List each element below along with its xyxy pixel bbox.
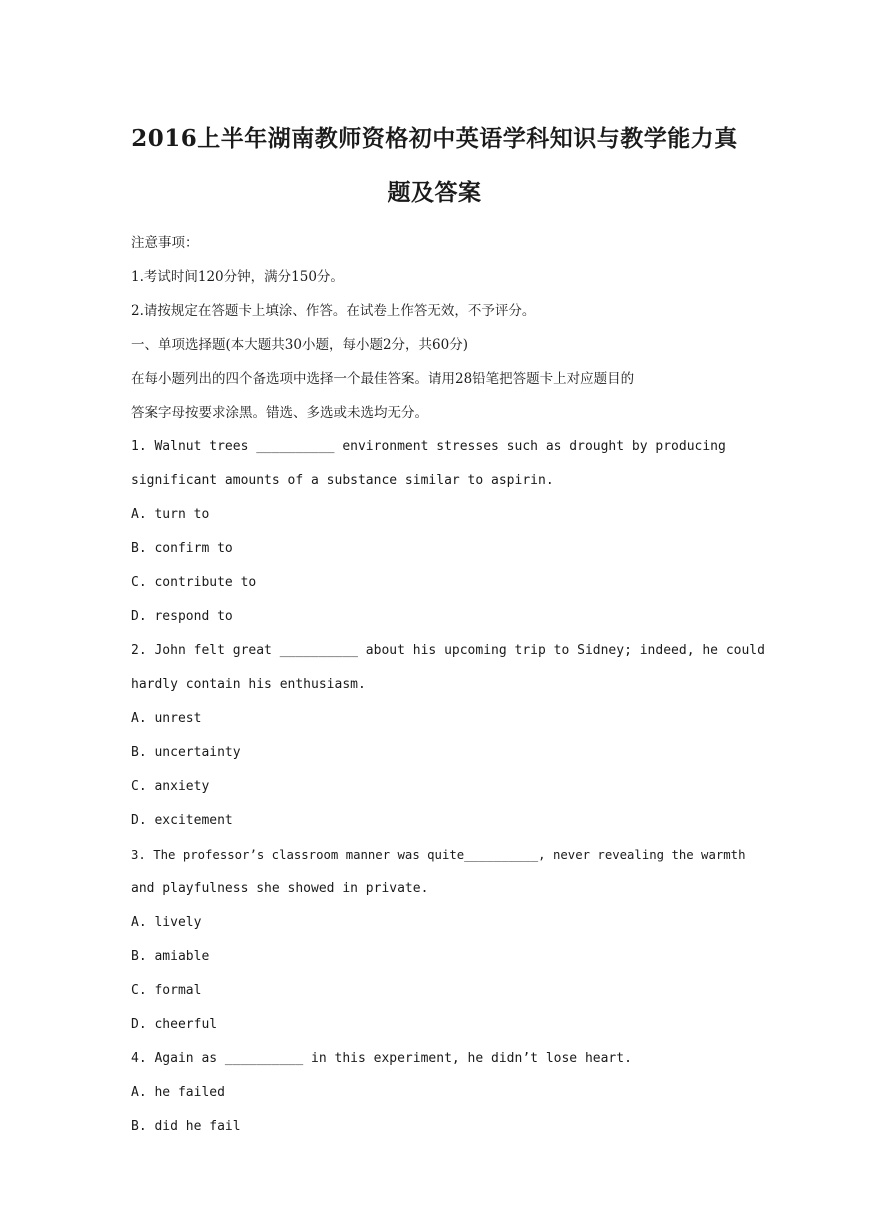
note-item: 2.请按规定在答题卡上填涂、作答。在试卷上作答无效，不予评分。 — [131, 303, 536, 319]
answer-option: D. excitement — [131, 813, 233, 828]
answer-option: B. did he fail — [131, 1119, 241, 1134]
answer-option: D. cheerful — [131, 1017, 218, 1032]
answer-option: B. uncertainty — [131, 745, 241, 760]
answer-option: C. contribute to — [131, 575, 257, 590]
answer-option: C. formal — [131, 983, 202, 998]
answer-option: A. turn to — [131, 507, 210, 522]
question-4 — [131, 1042, 738, 1144]
question-stem-continued: significant amounts of a substance similar to aspirin. — [131, 473, 554, 488]
answer-option: A. lively — [131, 915, 202, 930]
question-3 — [131, 838, 746, 1042]
question-stem-continued: and playfulness she showed in private. — [131, 881, 429, 896]
instruction-line: 答案字母按要求涂黑。错选、多选或未选均无分。 — [131, 405, 428, 421]
document-body — [131, 226, 765, 1144]
answer-option: A. he failed — [131, 1085, 225, 1100]
answer-option: D. respond to — [131, 609, 233, 624]
title-line-2: 题及答案 — [387, 179, 482, 206]
question-1 — [131, 430, 738, 634]
section-heading: 一、单项选择题(本大题共30小题，每小题2分，共60分) — [131, 337, 468, 353]
question-2 — [131, 634, 765, 838]
instruction-line: 在每小题列出的四个备选项中选择一个最佳答案。请用28铅笔把答题卡上对应题目的 — [131, 371, 635, 387]
notes-section — [131, 226, 738, 328]
question-stem: 1. Walnut trees __________ environment stresses such as drought by producing — [131, 439, 726, 454]
answer-option: A. unrest — [131, 711, 202, 726]
question-stem-continued: hardly contain his enthusiasm. — [131, 677, 366, 692]
title-line-1: 2016上半年湖南教师资格初中英语学科知识与教学能力真 — [131, 125, 738, 152]
note-item: 1.考试时间120分钟，满分150分。 — [131, 269, 344, 285]
answer-option: B. confirm to — [131, 541, 233, 556]
document-title — [131, 112, 738, 220]
question-stem: 3. The professor’s classroom manner was quite__________, never revealing the warmth — [131, 848, 746, 862]
answer-option: B. amiable — [131, 949, 210, 964]
question-stem: 4. Again as __________ in this experiment, he didn’t lose heart. — [131, 1051, 632, 1066]
question-stem: 2. John felt great __________ about his upcoming trip to Sidney; indeed, he could — [131, 643, 765, 658]
answer-option: C. anxiety — [131, 779, 210, 794]
section-instructions — [131, 328, 738, 430]
notes-heading: 注意事项： — [131, 235, 199, 251]
